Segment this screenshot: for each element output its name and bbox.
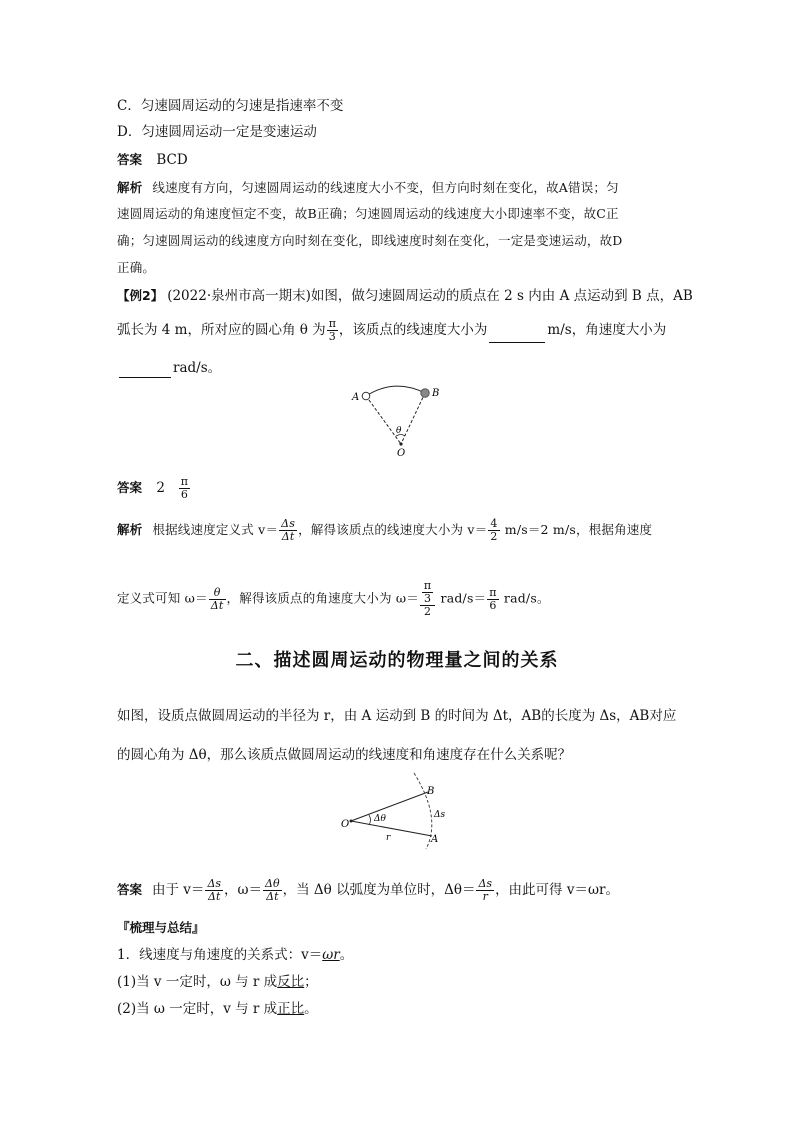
analysis-1-line-2: 速圆周运动的角速度恒定不变，故B正确；匀速圆周运动的线速度大小即速率不变，故C正 <box>117 206 619 221</box>
answer-2: 答案 2 $\frac{\pi}{6}$ <box>117 475 189 501</box>
label-b: B <box>427 786 435 797</box>
section-title: 二、描述圆周运动的物理量之间的关系 <box>235 650 559 671</box>
arc-ab <box>366 386 425 396</box>
point-o <box>350 820 353 823</box>
angle-mark <box>369 815 371 825</box>
dashed-arc <box>414 773 435 849</box>
filled-answer: 正比 <box>277 1001 305 1017</box>
point-o <box>399 442 402 445</box>
analysis-1-line-1: 解析 线速度有方向，匀速圆周运动的线速度大小不变，但方向时刻在变化，故A错误；匀 <box>117 180 619 195</box>
fraction-theta-dt: $\frac{\theta}{\Delta t}$ <box>210 585 224 612</box>
question-line-1: 如图，设质点做圆周运动的半径为 r，由 A 运动到 B 的时间为 Δt，AB的长度为 Δs，AB对应 <box>117 708 677 724</box>
point-a <box>362 392 370 400</box>
label-a: A <box>431 834 439 845</box>
fraction-pi-3: $\frac{\pi}{3}$ <box>328 317 336 343</box>
radius-oa <box>366 396 401 444</box>
radius-oa <box>351 821 432 836</box>
summary-title: 『梳理与总结』 <box>117 920 205 935</box>
analysis-label: 解析 <box>117 522 143 537</box>
analysis-2-line-2: 定义式可知 ω＝ $\frac{\theta}{\Delta t}$ ，解得该质点的角速度大小为 ω＝ $\frac{\frac{\pi}{3}}{2}$ rad/s＝ $\frac{\pi}{6}$ rad/s。 <box>117 579 550 618</box>
summary-item-3: (2)当 ω 一定时，v 与 r 成正比。 <box>117 1001 318 1017</box>
option-c: C．匀速圆周运动的匀速是指速率不变 <box>117 98 344 114</box>
analysis-1-line-3: 确；匀速圆周运动的线速度方向时刻在变化，即线速度时刻在变化，一定是变速运动，故D <box>117 233 623 248</box>
question-line-2: 的圆心角为 Δθ，那么该质点做圆周运动的线速度和角速度存在什么关系呢？ <box>117 747 572 763</box>
label-b: B <box>432 388 440 399</box>
figure-sector <box>338 770 456 852</box>
fraction-ds-dt: $\frac{\Delta s}{\Delta t}$ <box>281 517 296 543</box>
answer-label: 答案 <box>117 480 143 495</box>
answer-3: 答案 由于 v＝ $\frac{\Delta s}{\Delta t}$ ，ω＝ $\frac{\Delta\theta}{\Delta t}$ ，当 Δθ 以弧度为单位时，Δθ＝ $\frac{\Delta s}{r}$ ，由此可得 v＝ωr。 <box>117 877 619 903</box>
fraction-dtheta-dt: $\frac{\Delta\theta}{\Delta t}$ <box>265 877 280 903</box>
radius-ob <box>351 792 428 821</box>
answer-label: 答案 <box>117 882 143 897</box>
analysis-2-line-1: 解析 根据线速度定义式 v＝ $\frac{\Delta s}{\Delta t}$ ，解得该质点的线速度大小为 v＝ $\frac{4}{2}$ m/s＝2 m/s，根据角速度 <box>117 517 653 543</box>
label-o: O <box>341 819 350 830</box>
fraction-pi3-over-2: $\frac{\frac{\pi}{3}}{2}$ <box>420 580 435 618</box>
figure-arc-ab <box>346 380 446 460</box>
radius-ob <box>401 393 425 444</box>
point-b <box>421 389 429 397</box>
analysis-label: 解析 <box>117 180 143 195</box>
example-2-line-3: rad/s。 <box>117 358 221 378</box>
analysis-1-line-4: 正确。 <box>117 260 156 275</box>
answer-value: BCD <box>156 152 188 168</box>
answer-blank-1[interactable] <box>489 328 545 343</box>
fraction-pi-6: $\frac{\pi}{6}$ <box>489 585 497 612</box>
answer-label: 答案 <box>117 152 143 167</box>
option-d: D．匀速圆周运动一定是变速运动 <box>117 124 317 140</box>
summary-item-1: 1．线速度与角速度的关系式：v＝ωr。 <box>117 947 354 963</box>
summary-item-2: (1)当 v 一定时，ω 与 r 成反比； <box>117 974 318 990</box>
label-dtheta: Δθ <box>374 814 386 824</box>
fraction-ds-r: $\frac{\Delta s}{r}$ <box>478 877 493 903</box>
fraction-ds-dt: $\frac{\Delta s}{\Delta t}$ <box>207 877 222 903</box>
example-2-line-1: 【例2】 (2022·泉州市高一期末)如图，做匀速圆周运动的质点在 2 s 内由 A 点运动到 B 点，AB <box>117 288 693 304</box>
filled-answer: 反比 <box>277 974 305 990</box>
label-ds: Δs <box>434 810 446 820</box>
example-2-line-2: 弧长为 4 m，所对应的圆心角 θ 为 $\frac{\pi}{3}$ ，该质点的线速度大小为 m/s，角速度大小为 <box>117 317 667 343</box>
example-tag: 【例2】 <box>117 288 164 303</box>
label-r: r <box>386 833 391 843</box>
answer-blank-2[interactable] <box>119 363 171 378</box>
label-a: A <box>352 392 360 403</box>
fraction-4-2: $\frac{4}{2}$ <box>490 517 498 543</box>
filled-answer: ωr <box>322 947 340 963</box>
label-o: O <box>397 448 406 459</box>
label-theta: θ <box>396 426 402 436</box>
fraction-pi-6: $\frac{\pi}{6}$ <box>180 475 189 501</box>
answer-1 <box>117 150 188 170</box>
